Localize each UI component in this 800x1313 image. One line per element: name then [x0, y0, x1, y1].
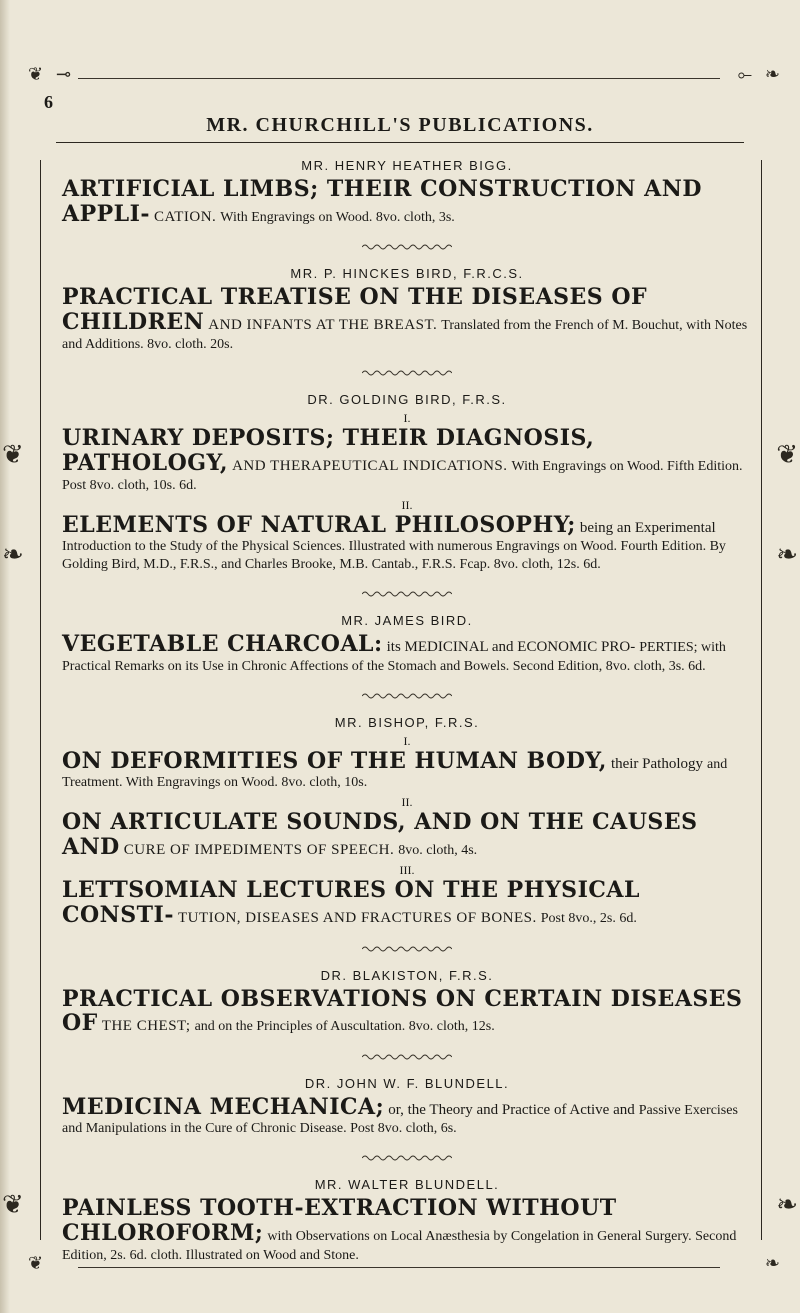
work-title-continuation: CATION.	[154, 208, 217, 225]
catalogue-listing	[62, 158, 752, 1268]
work-description	[62, 878, 752, 927]
work-description	[62, 1196, 752, 1263]
wavy-separator-icon	[62, 242, 752, 252]
work-title-continuation: its MEDICINAL and ECONOMIC PRO-	[386, 639, 636, 655]
work-details: and on the Principles of Auscultation. 8vo. cloth, 12s.	[194, 1019, 495, 1035]
side-flourish-icon: ❦	[2, 1190, 24, 1220]
flourish-right-icon: ❧	[764, 1253, 780, 1274]
page-number: 6	[44, 92, 53, 112]
catalogue-entry	[62, 1153, 752, 1263]
work-details: Introduction to the Study of the Physical Sciences. Illustrated with numerous Engravings on Wood. Fourth Edition. By Golding Bird, M.D., F.R.S., and Charles Brooke, M.B. Cantab., F.R.S. Fcap. 8vo. cloth, 12s. 6d.	[62, 539, 726, 573]
author-name: MR. HENRY HEATHER BIGG.	[301, 158, 513, 173]
work-title: ON DEFORMITIES OF THE HUMAN BODY,	[62, 747, 607, 774]
flourish-left-icon: ❦	[28, 1253, 44, 1274]
catalogue-entry	[62, 158, 752, 226]
author-name: MR. WALTER BLUNDELL.	[314, 1177, 500, 1193]
work-description	[62, 1095, 752, 1138]
wavy-separator-icon	[62, 368, 752, 378]
flourish-left-icon: ❦	[28, 64, 44, 85]
work-title-continuation: their Pathology	[610, 755, 704, 772]
work-details: PERTIES; with Practical Remarks on its Use in Chronic Affections of the Stomach and Bowels. Second Edition, 8vo. cloth, 3s. 6d.	[62, 640, 726, 674]
work-details: With Engravings on Wood. Fifth Edition. Post 8vo. cloth, 10s. 6d.	[62, 459, 743, 493]
author-name: DR. BLAKISTON, F.R.S.	[320, 967, 494, 983]
work-title-continuation: AND INFANTS AT THE BREAST.	[208, 316, 438, 333]
work-title-continuation: THE CHEST;	[101, 1018, 191, 1035]
wavy-separator-icon	[62, 1153, 752, 1163]
work-title: URINARY DEPOSITS; THEIR DIAGNOSIS, PATHOLOGY,	[62, 425, 595, 477]
catalogue-entry	[62, 368, 752, 573]
work-title: LETTSOMIAN LECTURES ON THE PHYSICAL CONSTI-	[62, 877, 640, 928]
side-flourish-icon: ❦	[2, 440, 24, 470]
side-flourish-icon: ❧	[2, 540, 24, 570]
flourish-right-icon: ❧	[764, 64, 780, 85]
wavy-separator-icon	[62, 589, 752, 599]
work-title: PRACTICAL TREATISE ON THE DISEASES OF CHILDREN	[62, 284, 648, 335]
work-title-continuation: CURE OF IMPEDIMENTS OF SPEECH.	[123, 841, 395, 858]
work-title-continuation: TUTION, DISEASES AND FRACTURES OF BONES.	[177, 909, 537, 926]
running-head: MR. CHURCHILL'S PUBLICATIONS.	[206, 114, 594, 136]
author-name: DR. GOLDING BIRD, F.R.S.	[307, 392, 507, 408]
work-numeral: II.	[401, 795, 413, 810]
bottom-ornament-rule	[28, 1255, 780, 1279]
work-title: ON ARTICULATE SOUNDS, AND ON THE CAUSES AND	[62, 809, 698, 860]
header-rule	[56, 142, 744, 143]
work-title: MEDICINA MECHANICA;	[62, 1093, 385, 1120]
author-name: MR. P. HINCKES BIRD, F.R.C.S.	[290, 266, 524, 282]
ornament-line	[78, 1267, 720, 1268]
side-flourish-icon: ❦	[776, 440, 798, 470]
work-description	[62, 513, 752, 573]
work-title: PRACTICAL OBSERVATIONS ON CERTAIN DISEASES OF	[62, 985, 743, 1037]
work-numeral: III.	[399, 863, 415, 878]
work-numeral: I.	[403, 411, 411, 426]
work-details: Post 8vo., 2s. 6d.	[540, 910, 637, 926]
wavy-separator-icon	[62, 691, 752, 701]
work-details: 8vo. cloth, 4s.	[398, 842, 478, 858]
side-flourish-icon: ❧	[776, 540, 798, 570]
work-description	[62, 987, 752, 1036]
author-name: MR. JAMES BIRD.	[341, 613, 473, 628]
work-description	[62, 632, 752, 675]
work-details: Translated from the French of M. Bouchut, with Notes and Additions. 8vo. cloth. 20s.	[62, 317, 748, 352]
work-description	[62, 426, 752, 493]
work-title-continuation: AND THERAPEUTICAL INDICATIONS.	[232, 458, 508, 475]
work-description	[62, 285, 752, 352]
author-name: DR. JOHN W. F. BLUNDELL.	[304, 1075, 510, 1091]
catalogue-entry	[62, 691, 752, 928]
work-details: With Engravings on Wood. 8vo. cloth, 3s.	[220, 209, 455, 225]
binding-shadow	[0, 0, 10, 1313]
work-title: PAINLESS TOOTH-EXTRACTION WITHOUT CHLOROFORM;	[62, 1195, 617, 1246]
ornament-line	[78, 78, 720, 79]
frame-left-rule	[40, 160, 41, 1240]
wavy-separator-icon	[62, 1052, 752, 1062]
flourish-dot-icon: ⟜	[737, 64, 752, 85]
work-title: ELEMENTS OF NATURAL PHILOSOPHY;	[62, 511, 576, 538]
catalogue-entry	[62, 944, 752, 1036]
flourish-dot-icon: ⊸	[56, 64, 72, 85]
catalogue-entry	[62, 242, 752, 352]
catalogue-entry	[62, 1052, 752, 1138]
work-title-continuation: being an Experimental	[579, 519, 716, 536]
work-details: with Observations on Local Anæsthesia by Congelation in General Surgery. Second Edition, 2s. 6d. cloth. Illustrated on Wood and Stone.	[62, 1228, 737, 1263]
work-details: Passive Exercises and Manipulations in the Cure of Chronic Disease. Post 8vo. cloth, 6s.	[62, 1102, 738, 1137]
work-description	[62, 749, 752, 792]
top-ornament-rule	[28, 66, 780, 90]
work-details: and Treatment. With Engravings on Wood. 8vo. cloth, 10s.	[62, 756, 728, 791]
work-numeral: I.	[403, 733, 411, 748]
work-title: ARTIFICIAL LIMBS; THEIR CONSTRUCTION AND APPLI-	[62, 176, 702, 227]
author-name: MR. BISHOP, F.R.S.	[334, 714, 480, 730]
work-title-continuation: or, the Theory and Practice of Active and	[388, 1101, 635, 1118]
frame-right-rule	[761, 160, 762, 1240]
work-title: VEGETABLE CHARCOAL:	[62, 631, 383, 657]
work-description	[62, 810, 752, 859]
work-description	[62, 177, 752, 226]
catalogue-entry	[62, 589, 752, 675]
work-numeral: II.	[401, 497, 413, 512]
wavy-separator-icon	[62, 944, 752, 954]
side-flourish-icon: ❧	[776, 1190, 798, 1220]
